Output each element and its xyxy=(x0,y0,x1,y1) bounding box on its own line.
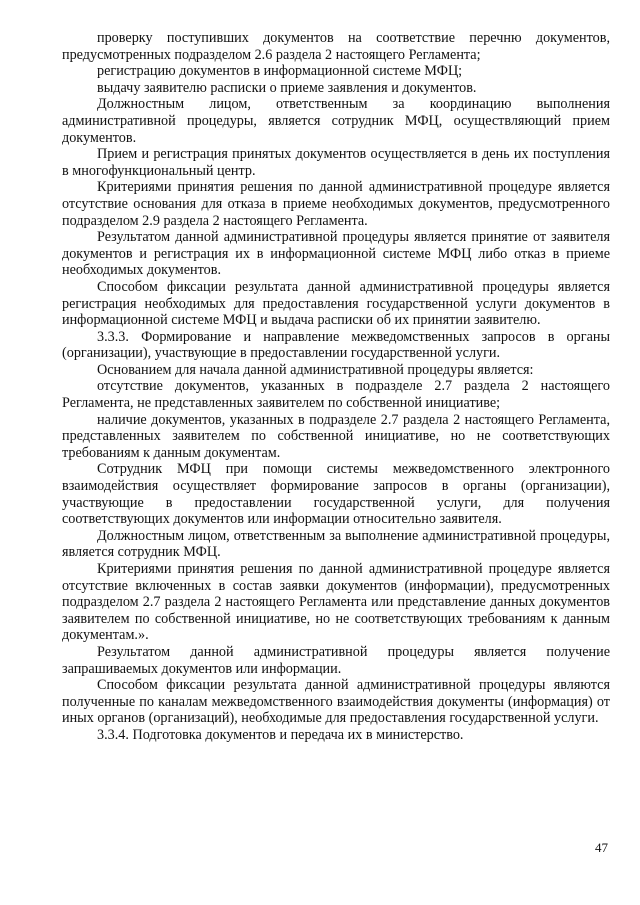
paragraph: Должностным лицом, ответственным за координацию выполнения административной процедуры, является сотрудник МФЦ, осуществляющий прием документов. xyxy=(62,96,610,146)
section-heading: 3.3.4. Подготовка документов и передача их в министерство. xyxy=(97,726,464,743)
paragraph: Способом фиксации результата данной административной процедуры являются полученные по каналам межведомственного взаимодействия документы (информация) от иных органов (организаций), необходимые для предоставления государственной услуги. xyxy=(62,677,610,727)
paragraph: Результатом данной административной процедуры является получение запрашиваемых документов или информации. xyxy=(62,643,610,677)
paragraph: Основанием для начала данной административной процедуры является: xyxy=(97,361,534,378)
paragraph: Результатом данной административной процедуры является принятие от заявителя документов и регистрация их в информационной системе МФЦ либо отказ в приеме необходимых документов. xyxy=(62,229,610,279)
paragraph: Способом фиксации результата данной административной процедуры является регистрация необходимых для предоставления государственной услуги документов в информационной системе МФЦ и выдача расписки об их принятии заявителю. xyxy=(62,278,610,329)
paragraph: отсутствие документов, указанных в подразделе 2.7 раздела 2 настоящего Регламента, не представленных заявителем по собственной инициативе; xyxy=(62,378,610,412)
paragraph: выдачу заявителю расписки о приеме заявления и документов. xyxy=(97,79,477,96)
paragraph: Сотрудник МФЦ при помощи системы межведомственного электронного взаимодействия осуществляет формирование запросов в органы (организации), участвующие в предоставлении государственной услуги, для получения соответствующих документов или информации относительно заявителя. xyxy=(62,461,610,528)
document-body xyxy=(62,30,610,744)
paragraph: регистрацию документов в информационной системе МФЦ; xyxy=(97,63,463,80)
paragraph: Прием и регистрация принятых документов осуществляется в день их поступления в многофункциональный центр. xyxy=(62,146,610,179)
paragraph: Критериями принятия решения по данной административной процедуре является отсутствие включенных в состав заявки документов (информации), предусмотренных подразделом 2.7 раздела 2 настоящего Регламента или представление данных документов заявителем по собственной инициативе, но не соответствующих требованиям к данным документам.». xyxy=(62,561,610,644)
section-heading: 3.3.3. Формирование и направление межведомственных запросов в органы (организации), участвующие в предоставлении государственной услуги. xyxy=(62,328,610,362)
paragraph: Должностным лицом, ответственным за выполнение административной процедуры, является сотрудник МФЦ. xyxy=(62,527,610,561)
page-number: 47 xyxy=(595,840,608,855)
paragraph: Критериями принятия решения по данной административной процедуре является отсутствие основания для отказа в приеме необходимых документов, предусмотренного подразделом 2.9 раздела 2 настоящего Регламента. xyxy=(62,179,610,229)
paragraph: наличие документов, указанных в подразделе 2.7 раздела 2 настоящего Регламента, представленных заявителем по собственной инициативе, но не соответствующих требованиям к данным документам. xyxy=(62,411,610,461)
paragraph: проверку поступивших документов на соответствие перечню документов, предусмотренных подразделом 2.6 раздела 2 настоящего Регламента; xyxy=(62,30,610,63)
